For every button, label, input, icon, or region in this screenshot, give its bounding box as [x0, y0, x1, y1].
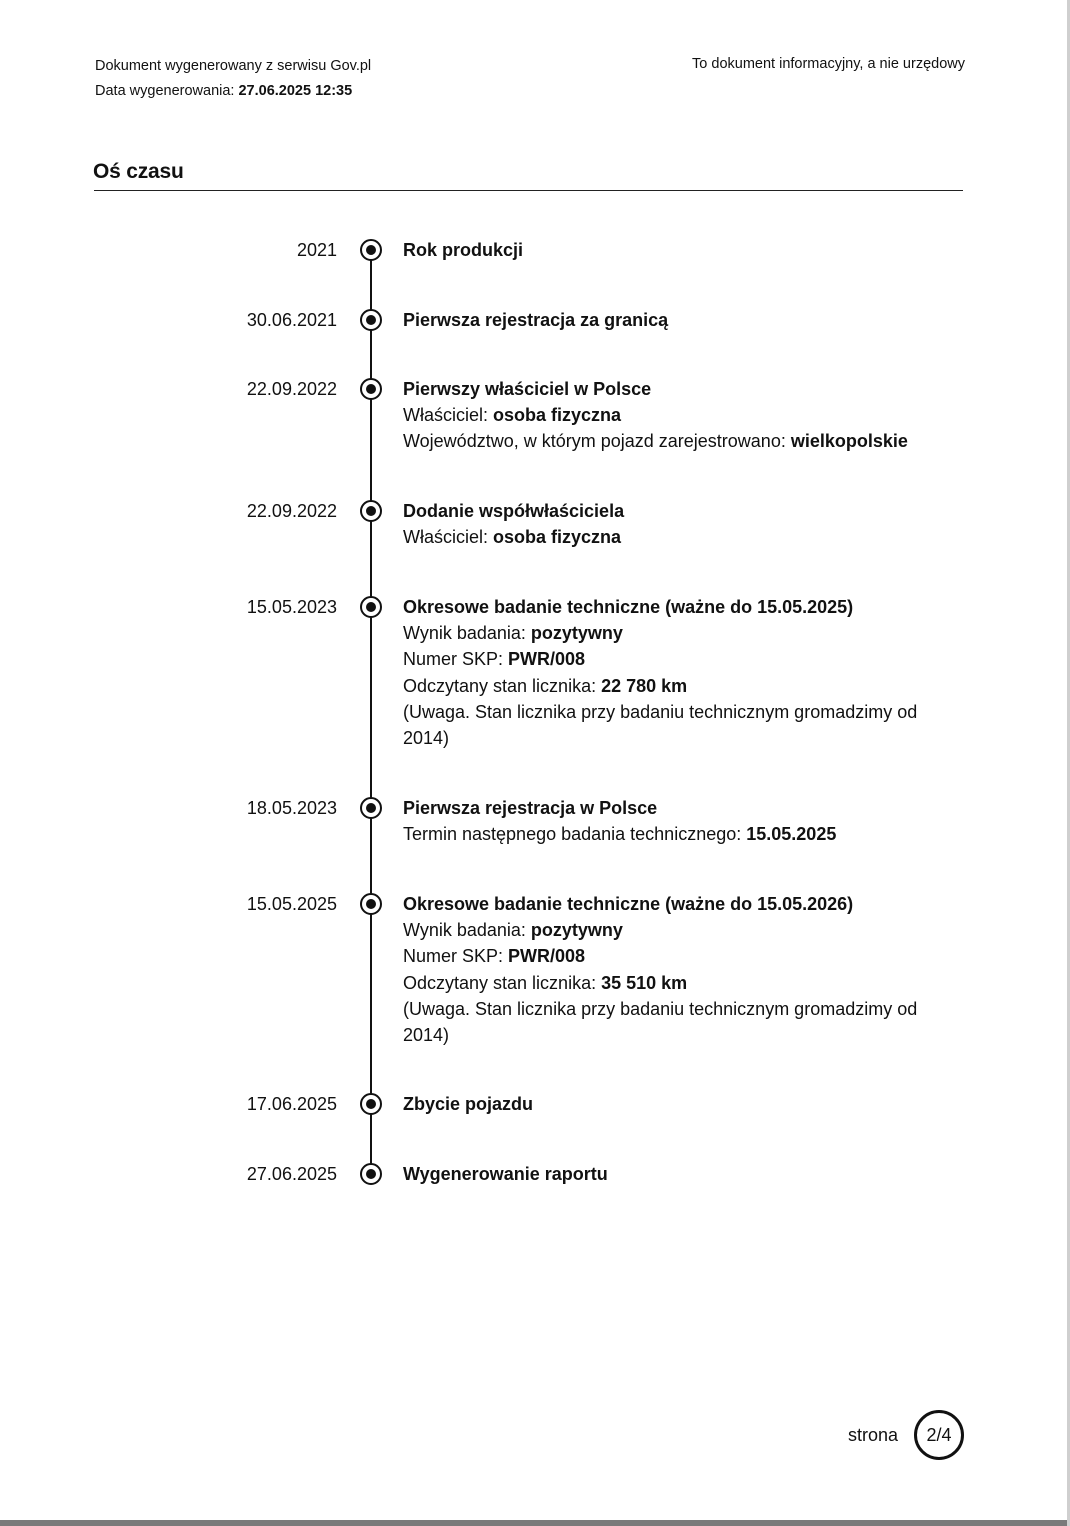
- timeline-marker-icon: [360, 797, 382, 819]
- document-disclaimer: To dokument informacyjny, a nie urzędowy: [692, 56, 965, 72]
- event-note: (Uwaga. Stan licznika przy badaniu technicznym gromadzimy od 2014): [403, 701, 918, 749]
- section-title: Oś czasu: [93, 160, 184, 183]
- event-date: 30.06.2021: [246, 310, 337, 330]
- event-detail: Numer SKP: PWR/008: [403, 649, 586, 670]
- event-detail: Odczytany stan licznika: 22 780 km: [403, 675, 688, 696]
- event-body: [403, 594, 923, 751]
- timeline-marker-icon: [360, 500, 382, 522]
- event-body: [403, 891, 923, 1048]
- event-body: [403, 1161, 923, 1187]
- event-title: Rok produkcji: [403, 240, 524, 260]
- event-detail: Właściciel: osoba fizyczna: [403, 527, 622, 548]
- timeline-marker-icon: [360, 596, 382, 618]
- event-title: Dodanie współwłaściciela: [403, 501, 625, 521]
- event-body: [403, 307, 923, 333]
- event-title: Pierwsza rejestracja za granicą: [403, 310, 669, 330]
- event-date: 15.05.2025: [246, 894, 337, 914]
- event-detail: Numer SKP: PWR/008: [403, 946, 586, 967]
- page-label: strona: [847, 1424, 898, 1445]
- source-text: Dokument wygenerowany z serwisu Gov.pl: [95, 58, 372, 74]
- event-date: 17.06.2025: [246, 1094, 337, 1114]
- event-detail: Odczytany stan licznika: 35 510 km: [403, 972, 688, 993]
- timeline-marker-icon: [360, 378, 382, 400]
- event-detail: Województwo, w którym pojazd zarejestrowano: wielkopolskie: [403, 431, 908, 452]
- event-title: Pierwsza rejestracja w Polsce: [403, 798, 658, 818]
- event-date: 2021: [296, 240, 337, 260]
- page-footer: [848, 1410, 964, 1460]
- section-divider: [94, 190, 963, 191]
- generation-date-label: Data wygenerowania:: [95, 83, 239, 99]
- event-title: Okresowe badanie techniczne (ważne do 15.05.2025): [403, 597, 854, 617]
- event-note: (Uwaga. Stan licznika przy badaniu technicznym gromadzimy od 2014): [403, 998, 918, 1046]
- event-title: Okresowe badanie techniczne (ważne do 15.05.2026): [403, 894, 854, 914]
- event-detail: Termin następnego badania technicznego: 15.05.2025: [403, 824, 837, 845]
- event-body: [403, 376, 923, 455]
- event-detail: Wynik badania: pozytywny: [403, 623, 623, 644]
- document-header-left: [95, 54, 371, 104]
- event-body: [403, 237, 923, 263]
- event-body: [403, 1091, 923, 1117]
- event-date: 22.09.2022: [246, 379, 337, 399]
- timeline-marker-icon: [360, 1163, 382, 1185]
- event-body: [403, 498, 923, 550]
- timeline-marker-icon: [360, 309, 382, 331]
- event-title: Zbycie pojazdu: [403, 1094, 534, 1114]
- generation-date: [95, 79, 371, 104]
- event-detail: Właściciel: osoba fizyczna: [403, 405, 622, 426]
- event-date: 18.05.2023: [246, 798, 337, 818]
- event-title: Wygenerowanie raportu: [403, 1164, 608, 1184]
- page-number-badge: [914, 1410, 964, 1460]
- event-detail: Wynik badania: pozytywny: [403, 920, 623, 941]
- event-date: 27.06.2025: [246, 1164, 337, 1184]
- event-title: Pierwszy właściciel w Polsce: [403, 379, 652, 399]
- timeline-marker-icon: [360, 239, 382, 261]
- timeline-marker-icon: [360, 1093, 382, 1115]
- generation-date-value: 27.06.2025 12:35: [238, 83, 353, 99]
- event-date: 15.05.2023: [246, 597, 337, 617]
- page-bottom-edge: [0, 1520, 1070, 1526]
- event-date: 22.09.2022: [246, 501, 337, 521]
- event-body: [403, 795, 923, 847]
- timeline-marker-icon: [360, 893, 382, 915]
- page-number: 2/4: [926, 1424, 952, 1445]
